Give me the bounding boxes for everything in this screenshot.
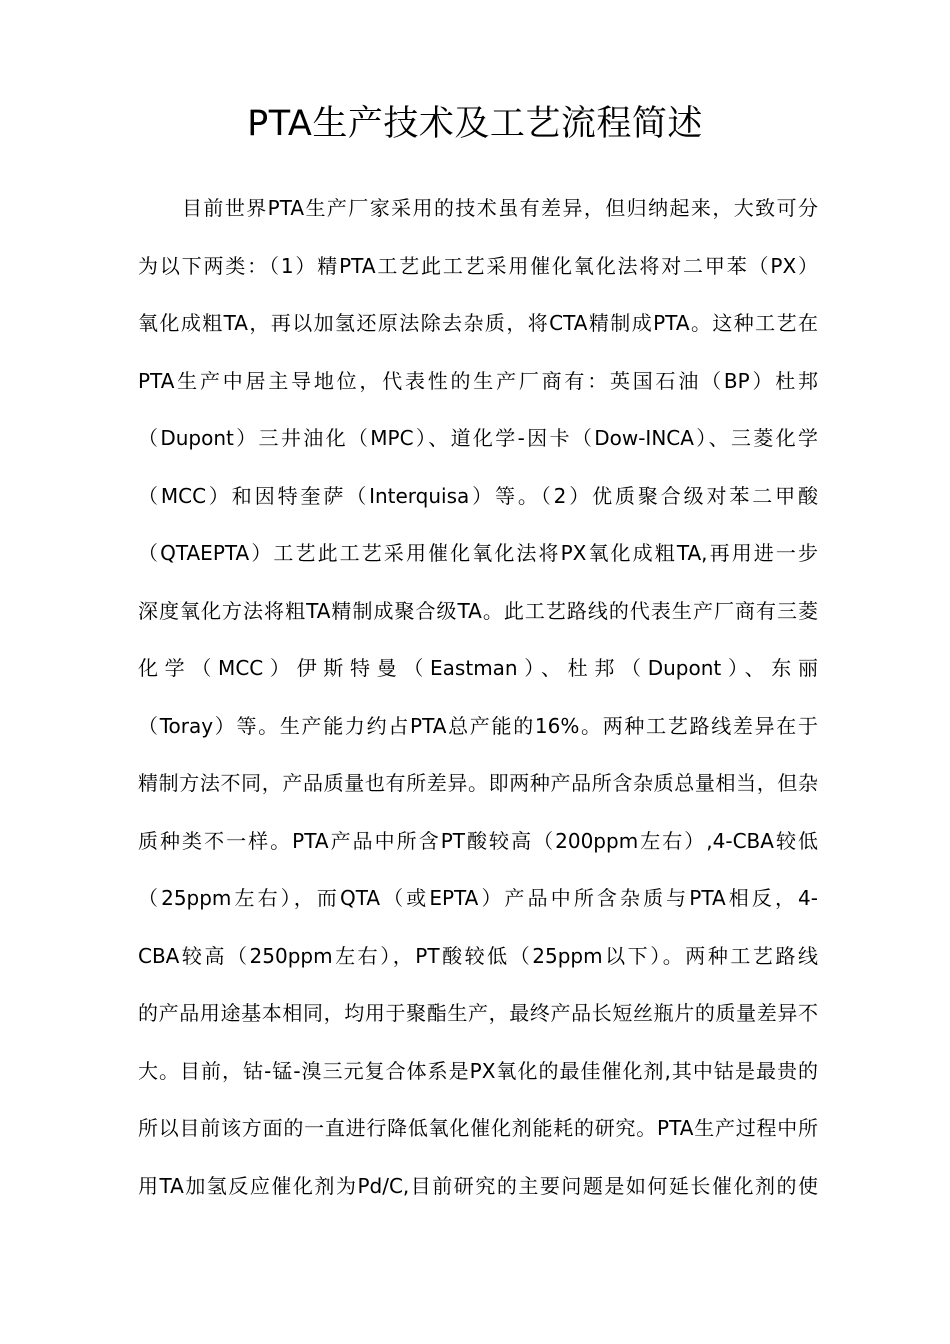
paragraph-line: 用TA加氢反应催化剂为Pd/C,目前研究的主要问题是如何延长催化剂的使 (138, 1173, 818, 1198)
paragraph-line: （MCC）和因特奎萨（Interquisa）等。（2）优质聚合级对苯二甲酸 (138, 483, 818, 508)
paragraph-line: 的产品用途基本相同，均用于聚酯生产，最终产品长短丝瓶片的质量差异不 (138, 1001, 818, 1025)
paragraph-line: 所以目前该方面的一直进行降低氧化催化剂能耗的研究。PTA生产过程中所 (138, 1116, 818, 1140)
paragraph-line: （QTAEPTA）工艺此工艺采用催化氧化法将PX氧化成粗TA,再用进一步 (138, 541, 818, 565)
paragraph-line: 大。目前，钴-锰-溴三元复合体系是PX氧化的最佳催化剂,其中钴是最贵的 (138, 1058, 818, 1083)
paragraph-line: 为以下两类：（1）精PTA工艺此工艺采用催化氧化法将对二甲苯（PX） (138, 253, 818, 278)
paragraph-line: 氧化成粗TA，再以加氢还原法除去杂质，将CTA精制成PTA。这种工艺在 (138, 311, 818, 335)
paragraph-line: （Dupont）三井油化（MPC）、道化学-因卡（Dow-INCA）、三菱化学 (138, 426, 818, 450)
paragraph-line: （Toray）等。生产能力约占PTA总产能的16%。两种工艺路线差异在于 (138, 713, 818, 738)
paragraph-line: （25ppm左右），而QTA（或EPTA）产品中所含杂质与PTA相反，4- (138, 886, 818, 910)
body-paragraph (138, 180, 818, 1215)
paragraph-line: 深度氧化方法将粗TA精制成聚合级TA。此工艺路线的代表生产厂商有三菱 (138, 598, 818, 623)
paragraph-line: 化学（MCC）伊斯特曼（Eastman）、杜邦（Dupont）、东丽 (138, 656, 818, 680)
paragraph-line: 精制方法不同，产品质量也有所差异。即两种产品所含杂质总量相当，但杂 (138, 771, 818, 795)
document-title: PTA生产技术及工艺流程简述 (247, 104, 703, 144)
paragraph-line: PTA生产中居主导地位，代表性的生产厂商有：英国石油（BP）杜邦 (138, 368, 818, 393)
paragraph-line: 目前世界PTA生产厂家采用的技术虽有差异，但归纳起来，大致可分 (182, 196, 818, 220)
paragraph-line: 质种类不一样。PTA产品中所含PT酸较高（200ppm左右）,4-CBA较低 (138, 828, 818, 853)
paragraph-line: CBA较高（250ppm左右），PT酸较低（25ppm以下）。两种工艺路线 (138, 943, 818, 968)
